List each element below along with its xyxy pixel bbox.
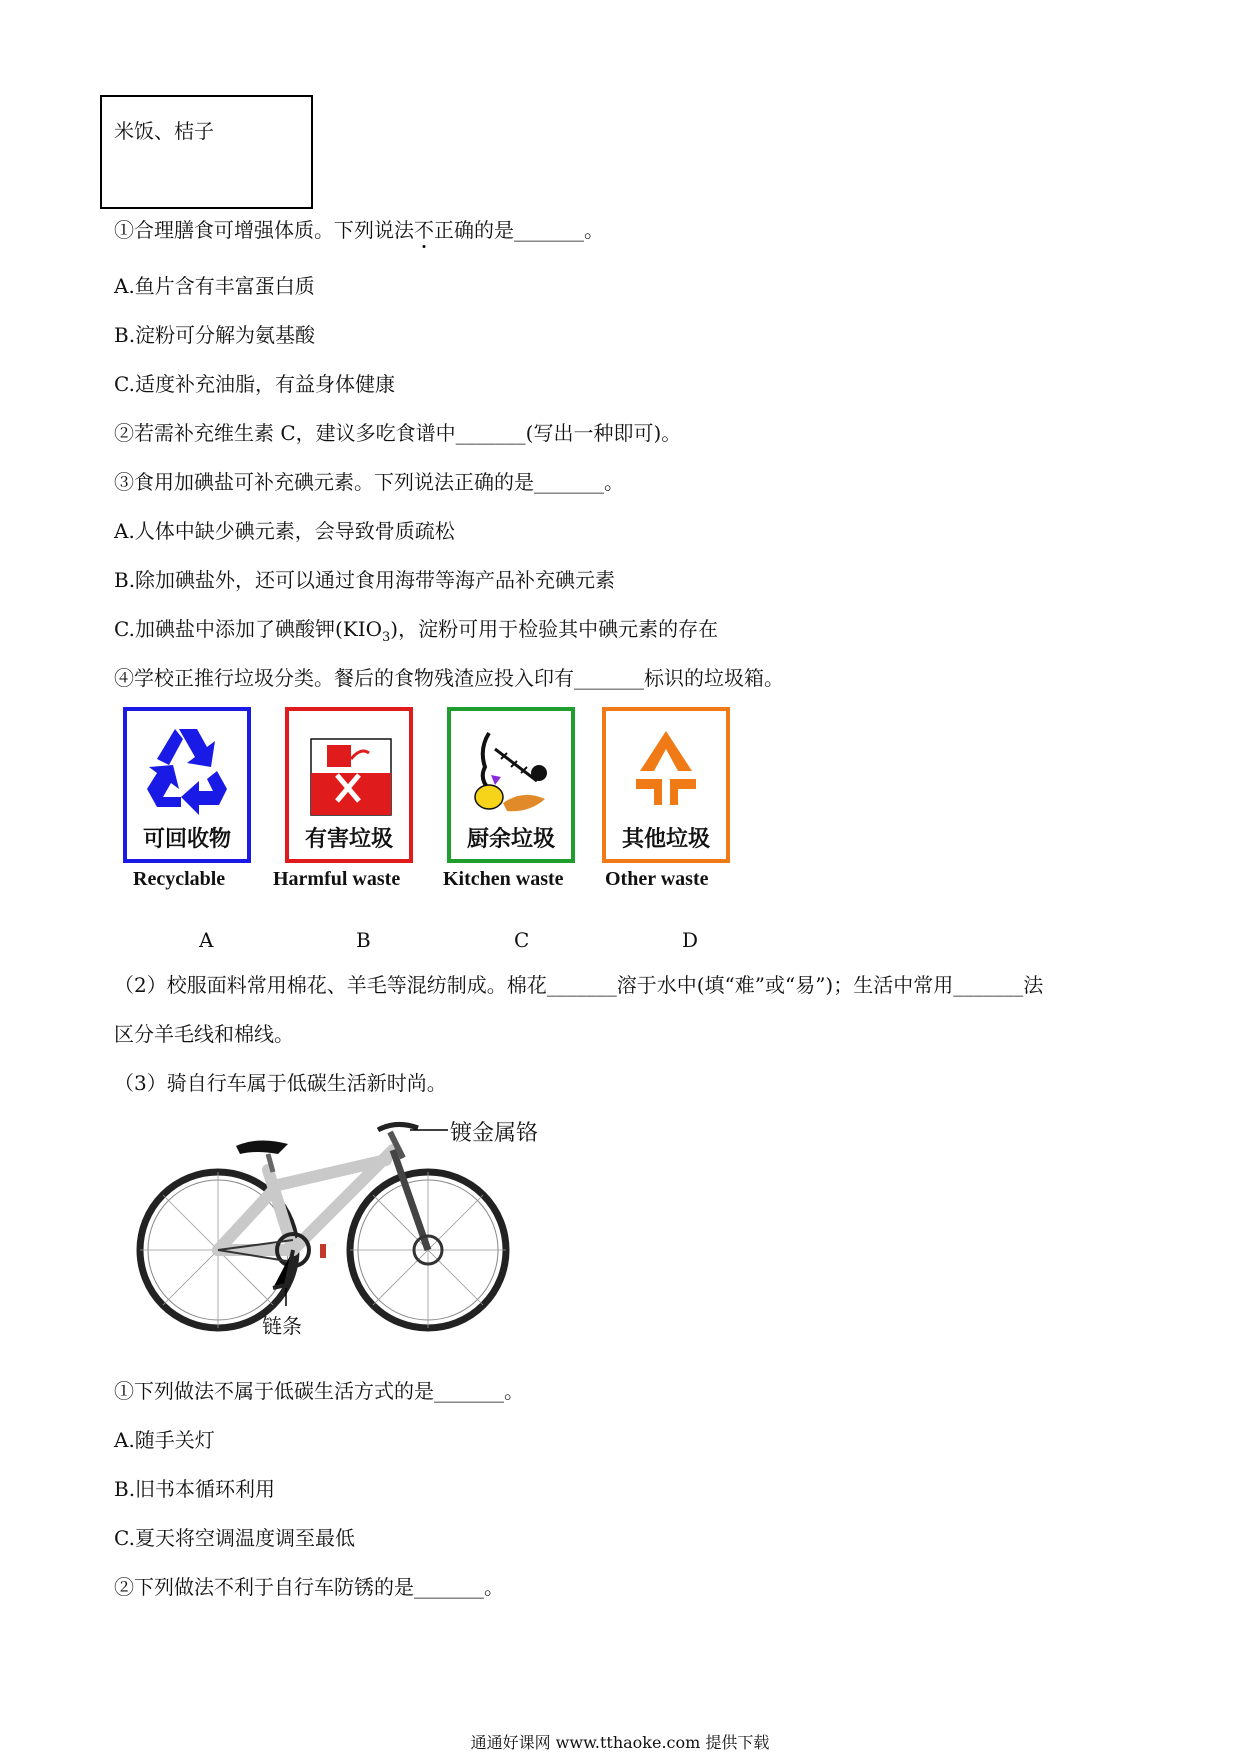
bin-kitchen [447,707,575,863]
bin-label-cn: 可回收物 [142,827,231,852]
menu-box [100,95,313,209]
option-3a: A.人体中缺少碘元素，会导致骨质疏松 [114,519,455,543]
question-2: ②若需补充维生素 C，建议多吃食谱中_______(写出一种即可)。 [114,421,682,445]
option-1b: B.淀粉可分解为氨基酸 [114,323,316,347]
bin-letter: C [514,928,530,952]
emphasis-char: 不 [414,218,434,242]
part-2-line-1: （2）校服面料常用棉花、羊毛等混纺制成。棉花_______溶于水中(填“难”或“易”)；生活中常用_______法 [114,973,1044,997]
bin-label-cn: 厨余垃圾 [466,827,555,852]
part-3-question-2: ②下列做法不利于自行车防锈的是_______。 [114,1575,504,1599]
bin-letter: A [199,928,214,952]
part-3-option-b: B.旧书本循环利用 [114,1477,276,1501]
part-3-question-1: ①下列做法不属于低碳生活方式的是_______。 [114,1379,524,1403]
bike-label-chain: 链条 [262,1314,302,1338]
part-3-intro: （3）骑自行车属于低碳生活新时尚。 [114,1071,447,1095]
bin-label-cn: 其他垃圾 [621,827,710,852]
bin-letter: D [682,928,699,952]
bin-label-cn: 有害垃圾 [304,827,393,852]
bin-label-en: Harmful waste [273,868,401,890]
bin-harmful [285,707,413,863]
option-1a: A.鱼片含有丰富蛋白质 [114,274,315,298]
question-3: ③食用加碘盐可补充碘元素。下列说法正确的是_______。 [114,470,624,494]
option-3c: C.加碘盐中添加了碘酸钾$(KIO_3)$，淀粉可用于检验其中碘元素的存在 [114,617,719,645]
food-scraps-icon [459,719,563,819]
menu-text: 米饭、桔子 [114,119,214,143]
bike-label-chrome: 镀金属铬 [450,1121,539,1146]
harmful-battery-icon [297,719,401,819]
option-1c: C.适度补充油脂，有益身体健康 [114,372,395,396]
option-3b: B.除加碘盐外，还可以通过食用海带等海产品补充碘元素 [114,568,616,592]
bin-other [602,707,730,863]
question-4: ④学校正推行垃圾分类。餐后的食物残渣应投入印有_______标识的垃圾箱。 [114,666,784,690]
bin-letter: B [356,928,371,952]
bin-label-en: Other waste [605,868,709,890]
question-1: ①合理膳食可增强体质。下列说法不正确的是_______。 [114,218,604,242]
recycle-icon [135,719,239,819]
bin-label-en: Kitchen waste [443,868,564,890]
part-3-option-c: C.夏天将空调温度调至最低 [114,1526,355,1550]
part-3-option-a: A.随手关灯 [114,1428,215,1452]
bin-recyclable [123,707,251,863]
part-2-line-2: 区分羊毛线和棉线。 [114,1022,294,1046]
other-waste-icon [614,719,718,819]
page-footer: 通通好课网 www.tthaoke.com 提供下载 [470,1733,770,1752]
bin-label-en: Recyclable [133,868,226,890]
